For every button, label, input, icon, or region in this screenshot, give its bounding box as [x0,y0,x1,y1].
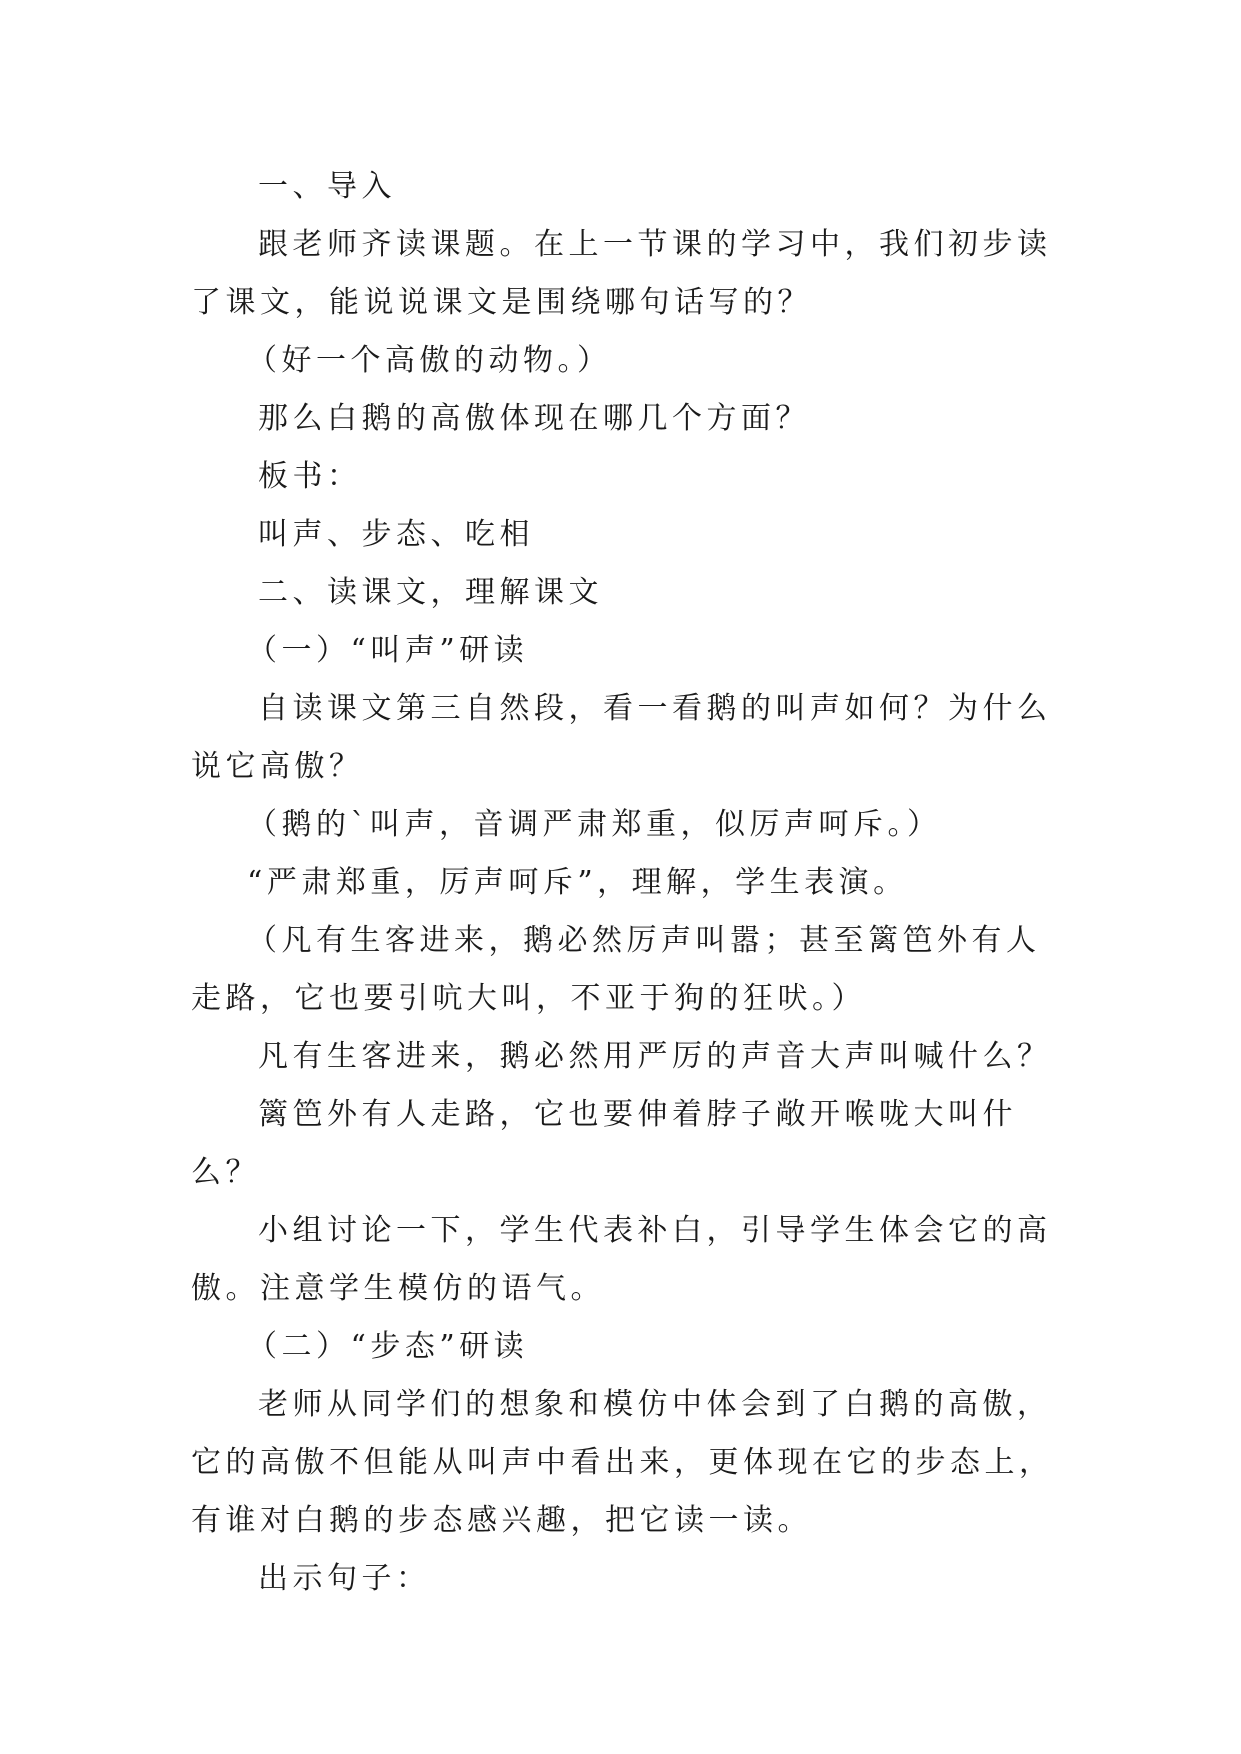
paragraph: 老师从同学们的想象和模仿中体会到了白鹅的高傲，它的高傲不但能从叫声中看出来，更体现在它的步态上，有谁对白鹅的步态感兴趣，把它读一读。 [191,1387,1054,1538]
paragraph-show-sentence: 出示句子： [258,1561,431,1596]
paragraph: 小组讨论一下，学生代表补白，引导学生体会它的高傲。注意学生模仿的语气。 [191,1213,1052,1306]
paragraph: 自读课文第三自然段，看一看鹅的叫声如何？为什么说它高傲？ [191,691,1052,784]
paragraph: “严肃郑重，厉声呵斥”，理解，学生表演。 [247,865,908,900]
document-body [191,158,1061,1608]
paragraph: 篱笆外有人走路，它也要伸着脖子敞开喉咙大叫什么？ [191,1097,1017,1190]
section-heading-intro: 一、导入 [258,169,396,204]
paragraph: 那么白鹅的高傲体现在哪几个方面？ [258,401,810,436]
subsection-heading-call: （一）“叫声”研读 [247,633,529,668]
paragraph-board-content: 叫声、步态、吃相 [258,517,534,552]
paragraph: 跟老师齐读课题。在上一节课的学习中，我们初步读了课文，能说说课文是围绕哪句话写的？ [191,227,1052,320]
paragraph-answer: （好一个高傲的动物。） [247,343,612,378]
paragraph: 凡有生客进来，鹅必然用严厉的声音大声叫喊什么？ [258,1039,1052,1074]
subsection-heading-gait: （二）“步态”研读 [247,1329,529,1364]
section-heading-reading: 二、读课文，理解课文 [258,575,603,610]
paragraph-answer: （凡有生客进来，鹅必然厉声叫嚣；甚至篱笆外有人走路，它也要引吭大叫，不亚于狗的狂吠。） [191,923,1041,1016]
paragraph-answer: （鹅的`叫声，音调严肃郑重，似厉声呵斥。） [247,807,942,842]
paragraph-board-label: 板书： [258,459,362,494]
